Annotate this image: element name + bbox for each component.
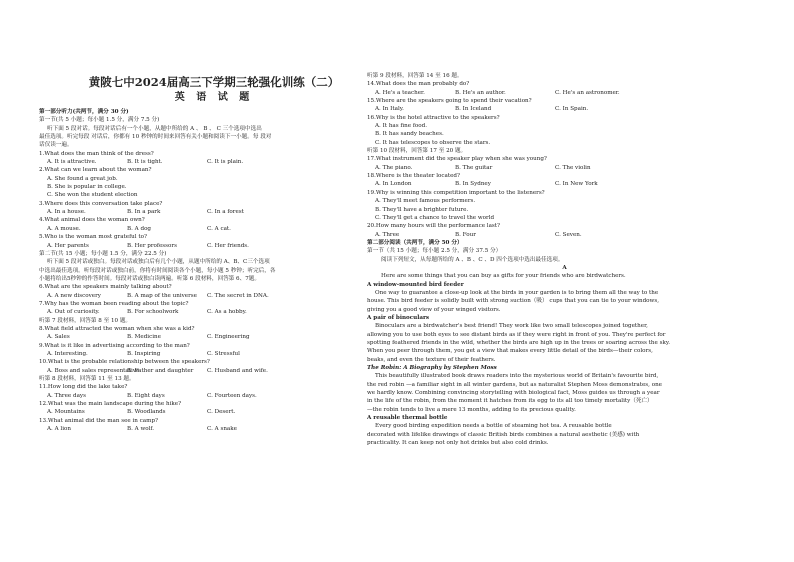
option-c: C. In a forest [207,209,244,216]
text-line: 15.Where are the speakers going to spend their vacation? [367,98,532,105]
text-line: A window-mounted bird feeder [367,281,464,288]
answer-options [39,242,369,250]
right-body [367,72,762,447]
top-spacer [39,0,369,75]
option-c: C. The violin [555,164,591,171]
text-line: A [562,264,567,271]
text-line: 听下面 5 段对话。每段对话后有一个小题，从题中所给的 A 、 B 、 C 三个选项中选出 [47,125,262,132]
answer-options [39,158,369,166]
answer-options [39,208,369,216]
left-column [39,0,369,433]
text-line: This beautifully illustrated book draws readers into the mysterious world of Britain's favourite bird, [375,373,659,380]
option-a: A. A mouse. [47,225,81,232]
text-line: we hardly know. Combining convincing storytelling with biological fact, Moss guides us through a year [367,390,660,397]
option-a: A. In a house. [47,209,86,216]
option-b: B. A map of the universe [127,292,197,299]
text-line: B. She is popular in college. [47,184,127,191]
option-c: C. Fourteen days. [207,392,257,399]
answer-options [367,231,762,239]
text-line: A. She found a great job. [47,175,118,182]
text-line: 6.What are the speakers mainly talking about? [39,284,172,291]
text-line: One way to guarantee a close-up look at the birds in your garden is to bring them all the way to the [375,289,659,296]
text-line: 听下面 5 段对话或独白。每段对话或独白后有几个小题，从题中所给的 A、B、C三个选项 [47,259,270,266]
text-line: 8.What field attracted the woman when she was a kid? [39,325,195,332]
text-line: 4.What animal does the woman own? [39,217,145,224]
option-b: B. Inspiring [127,350,161,357]
text-line: 11.How long did the lake take? [39,384,128,391]
text-line: 第一部分听力(共两节，满分 30 分) [39,109,129,115]
text-line: A pair of binoculars [367,314,430,321]
answer-options [39,225,369,233]
text-line: house. This bird feeder is solidly built with strong suction（吸） cups that you can tie to your windows, [367,298,659,305]
text-line: decorated with lifelike drawings of classic British birds combines a natural aesthetic (美感) with [367,431,640,438]
text-line: Binoculars are a birdwatcher's best friend! They work like two small telescopes joined together, [375,323,648,330]
text-line: A. It has fine food. [375,123,428,130]
answer-options [39,425,369,433]
text-line: 17.What instrument did the speaker play when she was young? [367,156,547,163]
option-c: C. Stressful [207,350,240,357]
left-body [39,108,369,433]
option-a: A. Her parents [47,242,89,249]
option-c: C. A snake [207,426,237,433]
option-c: C. Her friends. [207,242,249,249]
option-a: A. The piano. [375,164,413,171]
text-line: Here are some things that you can buy as gifts for your friends who are birdwatchers. [381,273,626,280]
option-a: A. Mountains [47,409,85,416]
text-line: Every good birding expedition needs a bottle of steaming hot tea. A reusable bottle [375,423,612,430]
answer-options [39,367,369,375]
text-line: A. They'll meet famous performers. [375,198,476,205]
text-line: 19.Why is winning this competition important to the listeners? [367,189,545,196]
option-b: B. In Iceland [455,106,492,113]
option-c: C. Husband and wife. [207,367,268,374]
option-a: A. Three days [47,392,86,399]
option-b: B. Four [455,231,476,238]
text-line: 14.What does the man probably do? [367,81,470,88]
option-b: B. A wolf. [127,426,155,433]
option-a: A. In London [375,181,412,188]
answer-options [39,408,369,416]
text-line: 第一节（共 15 小题；每小题 2.5 分，满分 37.5 分） [367,248,502,255]
option-a: A. A new discovery [47,292,101,299]
option-b: B. A dog [127,225,152,232]
text-line: 18.Where is the theater located? [367,173,460,180]
option-a: A. In Italy. [375,106,404,113]
text-line: B. They'll have a brighter future. [375,206,469,213]
option-a: A. Boss and sales representative [47,367,140,374]
option-a: A. Three [375,231,400,238]
option-a: A. Out of curiosity. [47,309,100,316]
text-line: 听第 7 段材料，回答第 8 至 10 题。 [39,317,132,324]
answer-options [39,350,369,358]
text-line: 阅读下列短文，从每题所给的 A 、B 、C 、D 四个选项中选出最佳选项。 [381,256,564,263]
answer-options [367,180,762,188]
text-line: in the life of the robin, from the moment it hatches from its egg to its all too timely mortality（死亡） [367,398,653,405]
text-line: 第二节(共 15 小题；每小题 1.5 分，满分 22.5 分) [39,250,167,257]
exam-subtitle: 英 语 试 题 [174,92,254,103]
option-c: C. The secret in DNA. [207,292,269,299]
option-b: B. In Sydney [455,181,491,188]
text-line: 20.How many hours will the performance last? [367,223,501,230]
answer-options [39,292,369,300]
text-line: C. They'll get a chance to travel the world [375,214,495,221]
option-a: A. Sales [47,334,70,341]
option-b: B. He's an author. [455,89,506,96]
text-line: A reusable thermal bottle [367,415,448,422]
option-c: C. Engineering [207,334,250,341]
option-b: B. For schoolwork [127,309,179,316]
option-b: B. Her professors [127,242,177,249]
option-b: B. The guitar [455,164,493,171]
option-b: B. Medicine [127,334,161,341]
answer-options [367,164,762,172]
text-line: 第二部分阅读（共两节，满分 50 分） [367,239,463,246]
text-line: 第一节(共 5 小题；每小题 1.5 分，满分 7.5 分) [39,117,160,124]
text-line: allowing you to use both eyes to see distant birds as if they were right in front of you. They're perfect for [367,331,666,338]
option-a: A. It is attractive. [47,159,97,166]
text-line: B. It has sandy beaches. [375,131,444,138]
text-line: the red robin —a familiar sight in all winter gardens, but as naturalist Stephen Moss demonstrates, one [367,381,662,388]
answer-options [39,333,369,341]
text-line: 话仅读一遍。 [39,142,73,149]
option-c: C. As a hobby. [207,309,247,316]
text-line: 13.What animal did the man see in camp? [39,417,159,424]
option-c: C. In Spain. [555,106,589,113]
option-c: C. A cat. [207,225,231,232]
option-a: A. A lion [47,426,71,433]
text-line: 听第 10 段材料，回答第 17 至 20 题。 [367,148,467,155]
text-line: 9.What is it like in advertising according to the man? [39,342,190,349]
answer-options [367,105,762,113]
text-line: C. It has telescopes to observe the stars. [375,139,491,146]
answer-options [367,89,762,97]
text-line: 最佳选项。听完每段 对话后，你都有 10 秒钟的时间来回答有关小题和阅读下一小题。每 段对 [39,134,272,141]
right-column [367,0,762,447]
answer-options [39,308,369,316]
text-line: When you peer through them, you get a view that makes every little detail of the birds—their colors, [367,348,653,355]
option-b: B. Father and daughter [127,367,194,374]
text-line: 听第 9 段材料，回答第 14 至 16 题。 [367,73,463,79]
option-c: C. Seven. [555,231,582,238]
text-line: 7.Why has the woman been reading about the topic? [39,300,189,307]
option-c: C. In New York [555,181,598,188]
text-line: spotting feathered friends in the wild, whether the birds are high up in the trees or soaring across the sky. [367,340,671,346]
text-line: The Robin: A Biography by Stephen Moss [367,365,497,372]
option-a: A. He's a teacher. [375,89,425,96]
text-line: 2.What can we learn about the woman? [39,167,152,174]
exam-title: 黄陂七中2024届高三下学期三轮强化训练（二） [88,75,340,89]
option-c: C. He's an astronomer. [555,89,620,96]
text-line: 听第 8 段材料，回答第 11 至 13 题。 [39,376,135,382]
text-line: beaks, and even the texture of their feathers. [367,356,496,363]
text-line: 1.What does the man think of the dress? [39,150,154,157]
text-line: 3.Where does this conversation take place? [39,200,163,207]
option-c: C. Desert. [207,409,236,416]
text-line: 5.Who is the woman most grateful to? [39,234,147,241]
text-line: 16.Why is the hotel attractive to the speakers? [367,114,500,121]
text-line: 小题将给出5秒钟的作答时间。每段对话或独白读两遍。听第 6 段材料，回答第 6、7题。 [39,275,260,282]
text-line: 中选出最佳选项。听每段对话或独白前，你将有时间阅读各个小题，每小题 5 秒钟；听完后，各 [39,267,276,274]
answer-options [39,392,369,400]
text-line: C. She won the student election [47,192,138,199]
text-line: 10.What is the probable relationship between the speakers? [39,359,210,366]
text-line: practicality. It can keep not only hot drinks but also cold drinks. [367,440,549,447]
option-b: B. Eight days [127,392,165,399]
text-line: giving you a good view of your winged visitors. [367,306,501,313]
option-b: B. In a park [127,209,161,216]
option-b: B. Woodlands [127,409,166,416]
option-b: B. It is tight. [127,159,163,166]
text-line: 12.What was the main landscape during the hike? [39,401,182,408]
option-c: C. It is plain. [207,159,244,166]
option-a: A. Interesting. [47,350,88,357]
text-line: —the robin tends to live a mere 13 months, adding to its precious quality. [367,406,576,413]
